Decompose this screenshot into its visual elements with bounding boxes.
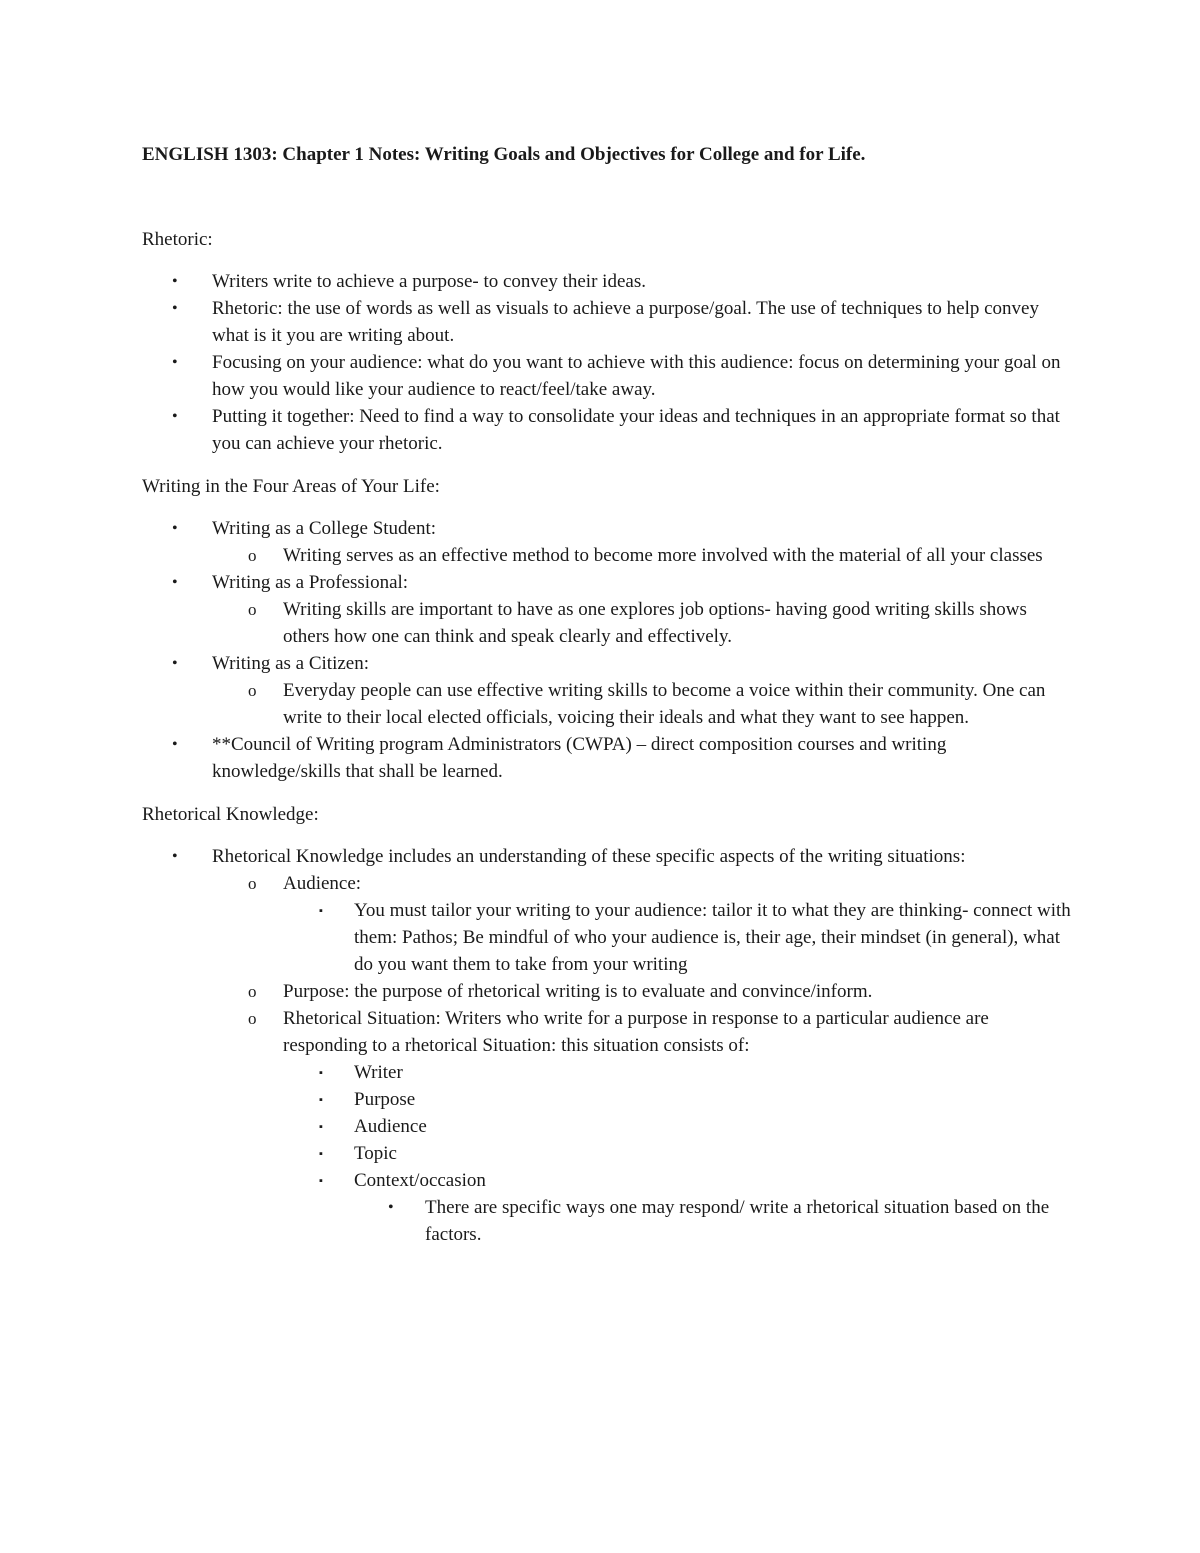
sub-sub-list-item-text: Writer [354, 1062, 403, 1083]
list-item-text: Writing as a College Student: [212, 518, 437, 539]
bullet-icon: • [172, 848, 178, 865]
section-heading-rhetorical-knowledge: Rhetorical Knowledge: [142, 804, 319, 825]
sub-sub-list-item-text: Context/occasion [354, 1170, 486, 1191]
list-item-text: Focusing on your audience: what do you want to achieve with this audience: focus on determining your goal on how you would like your audience to react/feel/take away. [212, 352, 1061, 400]
sub-sub-list-item-text: Topic [354, 1143, 397, 1164]
circle-bullet-icon: o [248, 681, 257, 700]
sub-list-item-text: Purpose: the purpose of rhetorical writing is to evaluate and convince/inform. [283, 981, 873, 1002]
sub-sub-list-item [283, 1086, 1072, 1113]
document-title: ENGLISH 1303: Chapter 1 Notes: Writing Goals and Objectives for College and for Life. [142, 144, 866, 165]
sub-list-item [212, 978, 1072, 1005]
sub-sub-list-item-text: Purpose [354, 1089, 416, 1110]
rhetoric-list [142, 268, 1072, 457]
rhetorical-knowledge-list [142, 843, 1072, 1248]
list-item [142, 403, 1072, 457]
list-item-text: Writing as a Professional: [212, 572, 409, 593]
sub-list-item [212, 596, 1072, 650]
sub-list-item [212, 677, 1072, 731]
circle-bullet-icon: o [248, 546, 257, 565]
list-item-text: Putting it together: Need to find a way to consolidate your ideas and techniques in an appropriate format so that you can achieve your rhetoric. [212, 406, 1060, 454]
sub-list-item-text: Writing skills are important to have as one explores job options- having good writing skills shows others how one can think and speak clearly and effectively. [283, 599, 1027, 647]
sub-sub-sub-list-item-text: There are specific ways one may respond/ write a rhetorical situation based on the factors. [425, 1197, 1050, 1245]
sub-sub-list [283, 897, 1072, 978]
sub-list-item-text: Audience: [283, 873, 362, 894]
sub-sub-list-item [283, 1113, 1072, 1140]
section-heading-four-areas: Writing in the Four Areas of Your Life: [142, 476, 440, 497]
list-item [142, 268, 1072, 295]
bullet-icon: • [172, 354, 178, 371]
bullet-icon: • [172, 273, 178, 290]
square-bullet-icon: ▪ [319, 1094, 323, 1106]
square-bullet-icon: ▪ [319, 1175, 323, 1187]
list-item-text: Writers write to achieve a purpose- to convey their ideas. [212, 271, 646, 292]
list-item-text: Writing as a Citizen: [212, 653, 370, 674]
circle-bullet-icon: o [248, 1009, 257, 1028]
list-item-text: Rhetorical Knowledge includes an understanding of these specific aspects of the writing situations: [212, 846, 966, 867]
square-bullet-icon: ▪ [319, 1148, 323, 1160]
sub-sub-list-item [283, 1059, 1072, 1086]
bullet-icon: • [172, 300, 178, 317]
bullet-icon: • [172, 520, 178, 537]
bullet-icon: • [172, 655, 178, 672]
document-page [142, 140, 1072, 1248]
sub-sub-sub-list-item [354, 1194, 1072, 1248]
sub-sub-list [283, 1059, 1072, 1248]
sub-list-item-text: Everyday people can use effective writing skills to become a voice within their community. One can write to their local elected officials, voicing their ideals and what they want to see happen. [283, 680, 1046, 728]
sub-list-item [212, 1005, 1072, 1248]
square-bullet-icon: ▪ [319, 1121, 323, 1133]
section-heading-rhetoric: Rhetoric: [142, 229, 213, 250]
bullet-icon: • [388, 1199, 394, 1216]
sub-list [212, 596, 1072, 650]
sub-sub-list-item [283, 897, 1072, 978]
circle-bullet-icon: o [248, 600, 257, 619]
list-item [142, 349, 1072, 403]
sub-list [212, 870, 1072, 1248]
sub-sub-list-item-text: Audience [354, 1116, 427, 1137]
sub-list [212, 677, 1072, 731]
list-item [142, 650, 1072, 731]
sub-list-item [212, 542, 1072, 569]
circle-bullet-icon: o [248, 874, 257, 893]
sub-list [212, 542, 1072, 569]
sub-list-item-text: Writing serves as an effective method to become more involved with the material of all your classes [283, 545, 1043, 566]
list-item [142, 295, 1072, 349]
four-areas-list [142, 515, 1072, 785]
square-bullet-icon: ▪ [319, 905, 323, 917]
sub-list-item-text: Rhetorical Situation: Writers who write for a purpose in response to a particular audience are responding to a rhetorical Situation: this situation consists of: [283, 1008, 989, 1056]
sub-sub-list-item-text: You must tailor your writing to your audience: tailor it to what they are thinking- connect with them: Pathos; Be mindful of who your audience is, their age, their mindset (in general), what do you want them to take from your writing [354, 900, 1071, 975]
sub-sub-sub-list [354, 1194, 1072, 1248]
sub-sub-list-item [283, 1167, 1072, 1248]
sub-list-item [212, 870, 1072, 978]
bullet-icon: • [172, 736, 178, 753]
list-item-text: **Council of Writing program Administrators (CWPA) – direct composition courses and writing knowledge/skills that shall be learned. [212, 734, 947, 782]
list-item [142, 843, 1072, 1248]
circle-bullet-icon: o [248, 982, 257, 1001]
list-item [142, 515, 1072, 569]
list-item [142, 569, 1072, 650]
list-item [142, 731, 1072, 785]
square-bullet-icon: ▪ [319, 1067, 323, 1079]
bullet-icon: • [172, 574, 178, 591]
sub-sub-list-item [283, 1140, 1072, 1167]
bullet-icon: • [172, 408, 178, 425]
list-item-text: Rhetoric: the use of words as well as visuals to achieve a purpose/goal. The use of techniques to help convey what is it you are writing about. [212, 298, 1039, 346]
